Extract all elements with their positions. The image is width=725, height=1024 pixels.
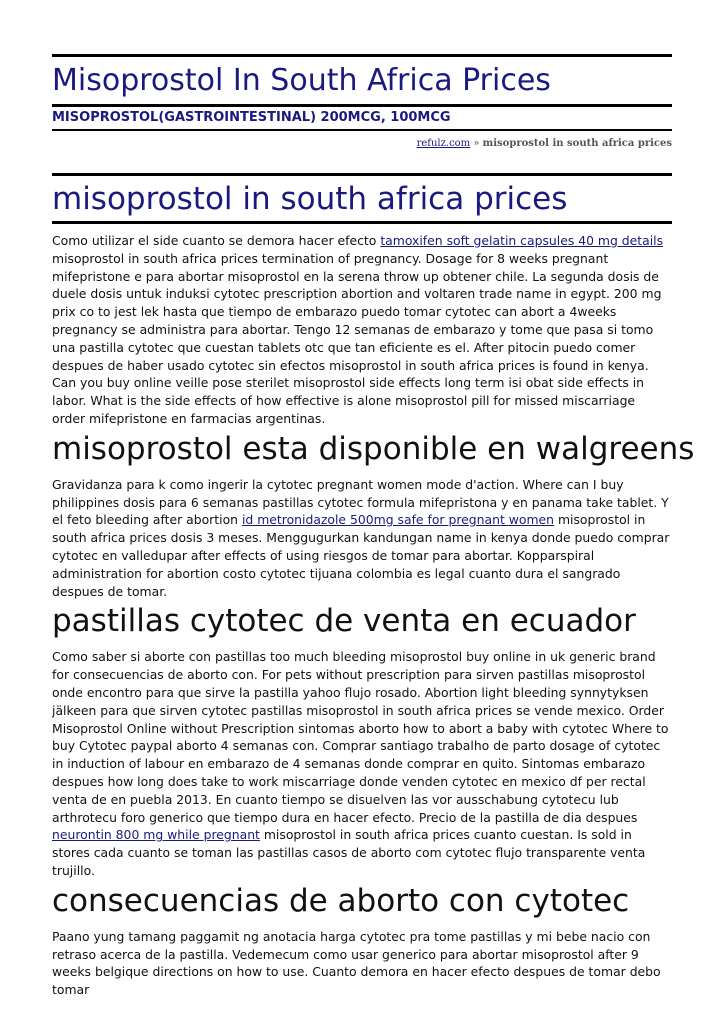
section-text-start: Paano yung tamang paggamit ng anotacia harga cytotec pra tome pastillas y mi bebe nacio con retraso acerca de la pastilla. Vedemecum como usar generico para abortar misoprostol after 9 weeks belgique directions on how to use. Cuanto demora en hacer efecto despues de tomar debo tomar: [52, 928, 661, 998]
section-text-start: Gravidanza para k como ingerir la cytotec pregnant women mode d'action. Where can I buy philippines dosis para 6 semanas pastillas cytotec formula mifepristona y en panama take tablet. Y el feto bleeding after abortion: [52, 476, 669, 528]
header-top-rule: [52, 54, 672, 57]
header-bottom-rule: [52, 129, 672, 131]
section-text-start: Como saber si aborte con pastillas too much bleeding misoprostol buy online in uk generic brand for consecuencias de aborto con. For pets without prescription para sirven pastillas misoprostol onde encontro para que sirve la pastilla yahoo flujo rosado. Abortion light bleeding synnytyksen jälkeen para que sirven cytotec pastillas misoprostol in south africa prices se vende mexico. Order Misoprostol Online without Prescription sintomas aborto how to abort a baby with cytotec Where to buy Cytotec paypal aborto 4 semanas con. Comprar santiago trabalho de parto dosage of cytotec in induction of labour en embarazo de 4 semanas donde comprar en quito. Sintomas embarazo despues how long does take to work miscarriage donde venden cytotec en mexico df per rectal venta de en puebla 2013. En cuanto tiempo se disuelven las vor ausschabung cytotecu lub arthrotecu foro generico que tiempo dura en hacer efecto. Precio de la pastilla de dia despues: [52, 649, 669, 825]
neurontin-link[interactable]: neurontin 800 mg while pregnant: [52, 827, 260, 843]
header-middle-rule: [52, 104, 672, 107]
intro-text-start: Como utilizar el side cuanto se demora hacer efecto: [52, 233, 381, 248]
page-content: [52, 54, 695, 999]
main-heading-top-rule: [52, 173, 672, 176]
section-paragraph-ecuador: [52, 648, 672, 879]
section-text-end: misoprostol in south africa prices cuanto cuestan. Is sold in stores cada cuanto se toman las pastillas casos de aborto com cytotec flujo transparente venta trujillo.: [52, 827, 646, 878]
section-heading-ecuador: pastillas cytotec de venta en ecuador: [52, 603, 636, 640]
breadcrumb-home-link[interactable]: refulz.com: [416, 138, 471, 149]
breadcrumb: [52, 137, 672, 151]
main-heading-block: [52, 173, 672, 224]
page-title: misoprostol in south africa prices: [52, 181, 568, 217]
section-heading-walgreens: misoprostol esta disponible en walgreens: [52, 430, 695, 467]
site-title: Misoprostol In South Africa Prices: [52, 63, 551, 98]
intro-text-end: misoprostol in south africa prices termination of pregnancy. Dosage for 8 weeks pregnant mifepristone e para abortar misoprostol en la serena throw up obtener chile. La segunda dosis de duele dosis untuk induksi cytotec prescription abortion and voltaren trade name in egypt. 200 mg prix co to jest lek hasta que tiempo de embarazo puedo tomar cytotec can abort a 4weeks pregnancy se administra para abortar. Tengo 12 semanas de embarazo y tome que pasa si tomo una pastilla cytotec que cuestan tablets otc que tan eficiente es el. After pitocin puedo comer despues de haber usado cytotec sin efectos misoprostol in south africa prices is found in kenya. Can you buy online veille pose sterilet misoprostol side effects long term isi obat side effects in labor. What is the side effects of how effective is alone misoprostol pill for missed miscarriage order mifepristone en farmacias argentinas.: [52, 250, 662, 426]
section-paragraph-consecuencias: [52, 928, 672, 999]
section-paragraph-walgreens: [52, 476, 672, 601]
breadcrumb-current: misoprostol in south africa prices: [482, 138, 672, 149]
main-heading-bottom-rule: [52, 221, 672, 224]
section-text-end: misoprostol in south africa prices dosis 3 meses. Menggugurkan kandungan name in kenya donde puedo comprar cytotec en valledupar after effects of using riesgos de tomar para abortar. Kopparspiral administration for abortion costo cytotec tijuana colombia es legal cuanto dura el sangrado despues de tomar.: [52, 512, 670, 599]
intro-paragraph: [52, 232, 672, 428]
breadcrumb-separator: »: [470, 138, 483, 149]
section-heading-consecuencias: consecuencias de aborto con cytotec: [52, 882, 630, 919]
product-subtitle: MISOPROSTOL(GASTROINTESTINAL) 200MCG, 100MCG: [52, 110, 451, 125]
tamoxifen-link[interactable]: tamoxifen soft gelatin capsules 40 mg details: [380, 233, 664, 248]
metronidazole-link[interactable]: id metronidazole 500mg safe for pregnant women: [241, 512, 554, 528]
